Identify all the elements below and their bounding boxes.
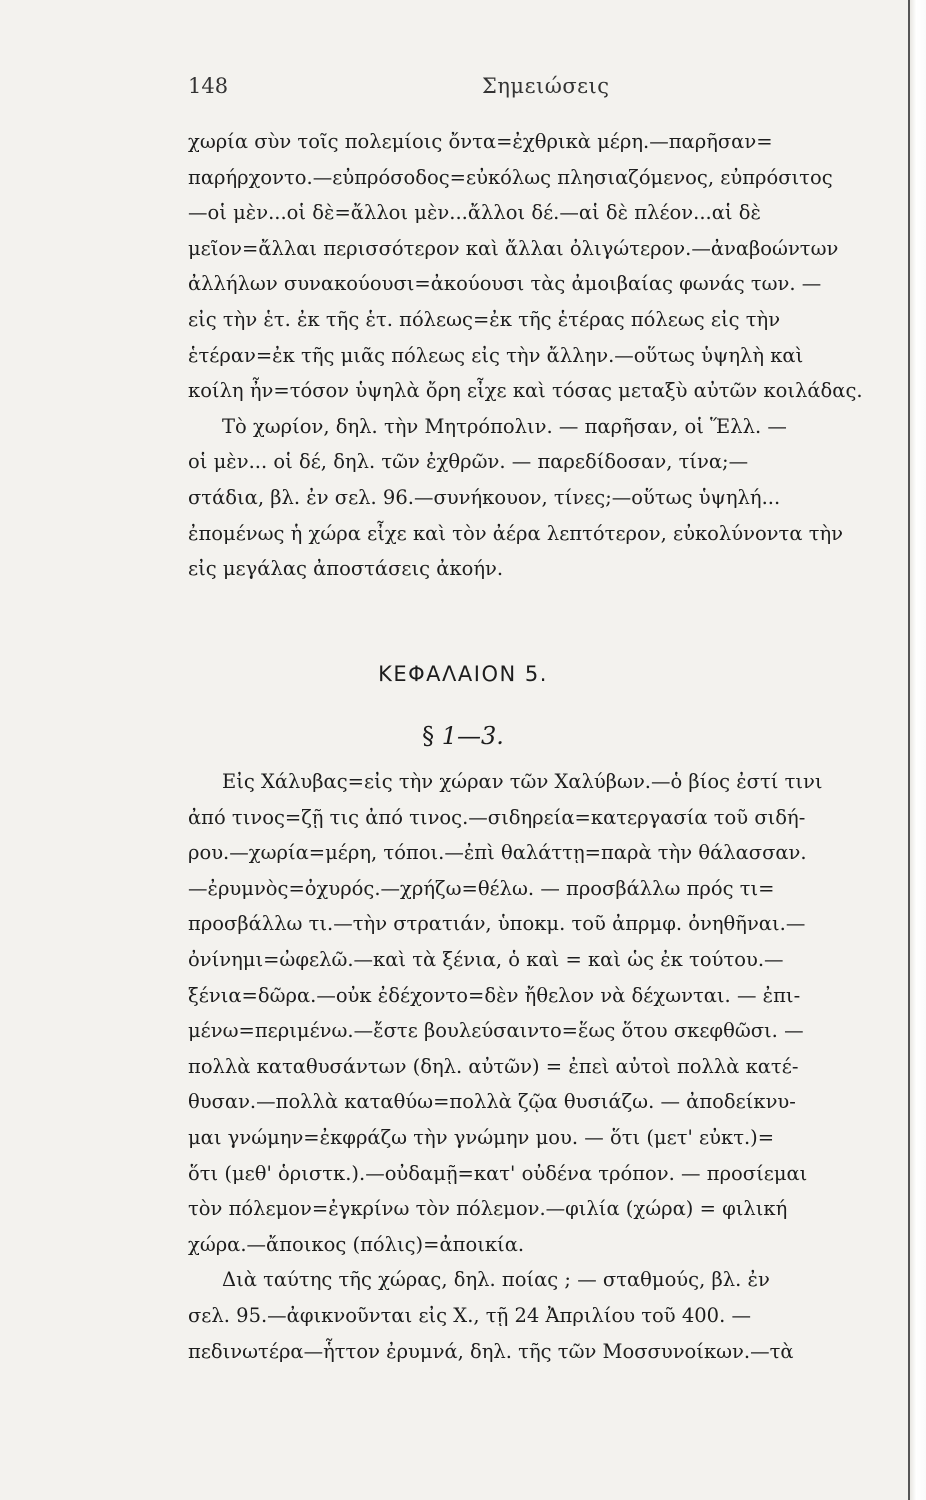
body-line: σελ. 95.—ἀφικνοῦνται εἰς Χ., τῇ 24 Ἀπριλίου τοῦ 400. — [188, 1303, 751, 1327]
body-line: Εἰς Χάλυβας=εἰς τὴν χώραν τῶν Χαλύβων.—ὁ βίος ἐστί τινι [222, 770, 823, 793]
chapter-notes [188, 764, 912, 1369]
body-line: ὀνίνημι=ὠφελῶ.—καὶ τὰ ξένια, ὁ καὶ = καὶ ὡς ἐκ τούτου.— [188, 947, 784, 971]
notes-line: χωρία σὺν τοῖς πολεμίοις ὄντα=ἐχθρικὰ μέρη.—παρῆσαν= [188, 130, 773, 153]
page-header [188, 74, 900, 104]
notes-line: οἱ μὲν... οἱ δέ, δηλ. τῶν ἐχθρῶν. — παρεδίδοσαν, τίνα;— [188, 450, 749, 474]
notes-line: Τὸ χωρίον, δηλ. τὴν Μητρόπολιν. — παρῆσαν, οἱ Ἕλλ. — [222, 414, 787, 438]
notes-line: στάδια, βλ. ἐν σελ. 96.—συνήκουον, τίνες;—οὕτως ὑψηλή... [188, 485, 781, 509]
body-line: ξένια=δῶρα.—οὐκ ἐδέχοντο=δὲν ἤθελον νὰ δέχωνται. — ἐπι- [188, 983, 801, 1007]
page-number: 148 [188, 74, 229, 98]
notes-line: κοίλη ἦν=τόσον ὑψηλὰ ὄρη εἶχε καὶ τόσας μεταξὺ αὐτῶν κοιλάδας. [188, 379, 863, 403]
notes-line: ἑτέραν=ἐκ τῆς μιᾶς πόλεως εἰς τὴν ἄλλην.—οὕτως ὑψηλὴ καὶ [188, 343, 804, 367]
section-heading [0, 722, 926, 750]
body-line: μαι γνώμην=ἐκφράζω τὴν γνώμην μου. — ὅτι (μετ' εὐκτ.)= [188, 1125, 775, 1149]
body-line: πεδινωτέρα—ἧττον ἐρυμνά, δηλ. τῆς τῶν Μοσσυνοίκων.—τὰ [188, 1339, 794, 1363]
body-line: ὅτι (μεθ' ὁριστκ.).—οὐδαμῇ=κατ' οὐδένα τρόπον. — προσίεμαι [188, 1161, 808, 1185]
running-title: Σημειώσεις [482, 74, 610, 98]
chapter-heading: ΚΕΦΑΛΑΙΟΝ 5. [378, 662, 548, 686]
section-symbol: § [422, 722, 435, 750]
notes-line: παρήρχοντο.—εὐπρόσοδος=εὐκόλως πλησιαζόμενος, εὐπρόσιτος [188, 165, 833, 189]
notes-line: ἐπομένως ἡ χώρα εἶχε καὶ τὸν ἀέρα λεπτότερον, εὐκολύνοντα τὴν [188, 521, 844, 545]
body-line: προσβάλλω τι.—τὴν στρατιάν, ὑποκμ. τοῦ ἀπρμφ. ὀνηθῆναι.— [188, 912, 806, 936]
body-line: τὸν πόλεμον=ἐγκρίνω τὸν πόλεμον.—φιλία (χώρα) = φιλική [188, 1197, 788, 1221]
body-line: Διὰ ταύτης τῆς χώρας, δηλ. ποίας ; — σταθμούς, βλ. ἐν [222, 1268, 770, 1292]
notes-line: εἰς τὴν ἑτ. ἐκ τῆς ἑτ. πόλεως=ἐκ τῆς ἑτέρας πόλεως εἰς τὴν [188, 307, 781, 331]
body-line: μένω=περιμένω.—ἔστε βουλεύσαιντο=ἕως ὅτου σκεφθῶσι. — [188, 1019, 804, 1043]
body-line: χώρα.—ἄποικος (πόλις)=ἀποικία. [188, 1232, 525, 1256]
body-line: —ἐρυμνὸς=ὀχυρός.—χρήζω=θέλω. — προσβάλλω πρός τι= [188, 876, 775, 900]
body-line: ρου.—χωρία=μέρη, τόποι.—ἐπὶ θαλάττῃ=παρὰ τὴν θάλασσαν. [188, 841, 807, 865]
notes-continuation [188, 124, 912, 587]
notes-line: —οἱ μὲν...οἱ δὲ=ἄλλοι μὲν...ἄλλοι δέ.—αἱ δὲ πλέον...αἱ δὲ [188, 201, 761, 225]
notes-line: ἀλλήλων συνακούουσι=ἀκούουσι τὰς ἀμοιβαίας φωνάς των. — [188, 272, 822, 296]
notes-line: εἰς μεγάλας ἀποστάσεις ἀκοήν. [188, 557, 504, 581]
notes-line: μεῖον=ἄλλαι περισσότερον καὶ ἄλλαι ὀλιγώτερον.—ἀναβοώντων [188, 236, 839, 260]
section-range: 1—3. [441, 722, 504, 750]
body-line: θυσαν.—πολλὰ καταθύω=πολλὰ ζῷα θυσιάζω. — ἀποδείκνυ- [188, 1090, 796, 1114]
body-line: πολλὰ καταθυσάντων (δηλ. αὐτῶν) = ἐπεὶ αὐτοὶ πολλὰ κατέ- [188, 1054, 799, 1078]
body-line: ἀπό τινος=ζῇ τις ἀπό τινος.—σιδηρεία=κατεργασία τοῦ σιδή- [188, 805, 806, 829]
